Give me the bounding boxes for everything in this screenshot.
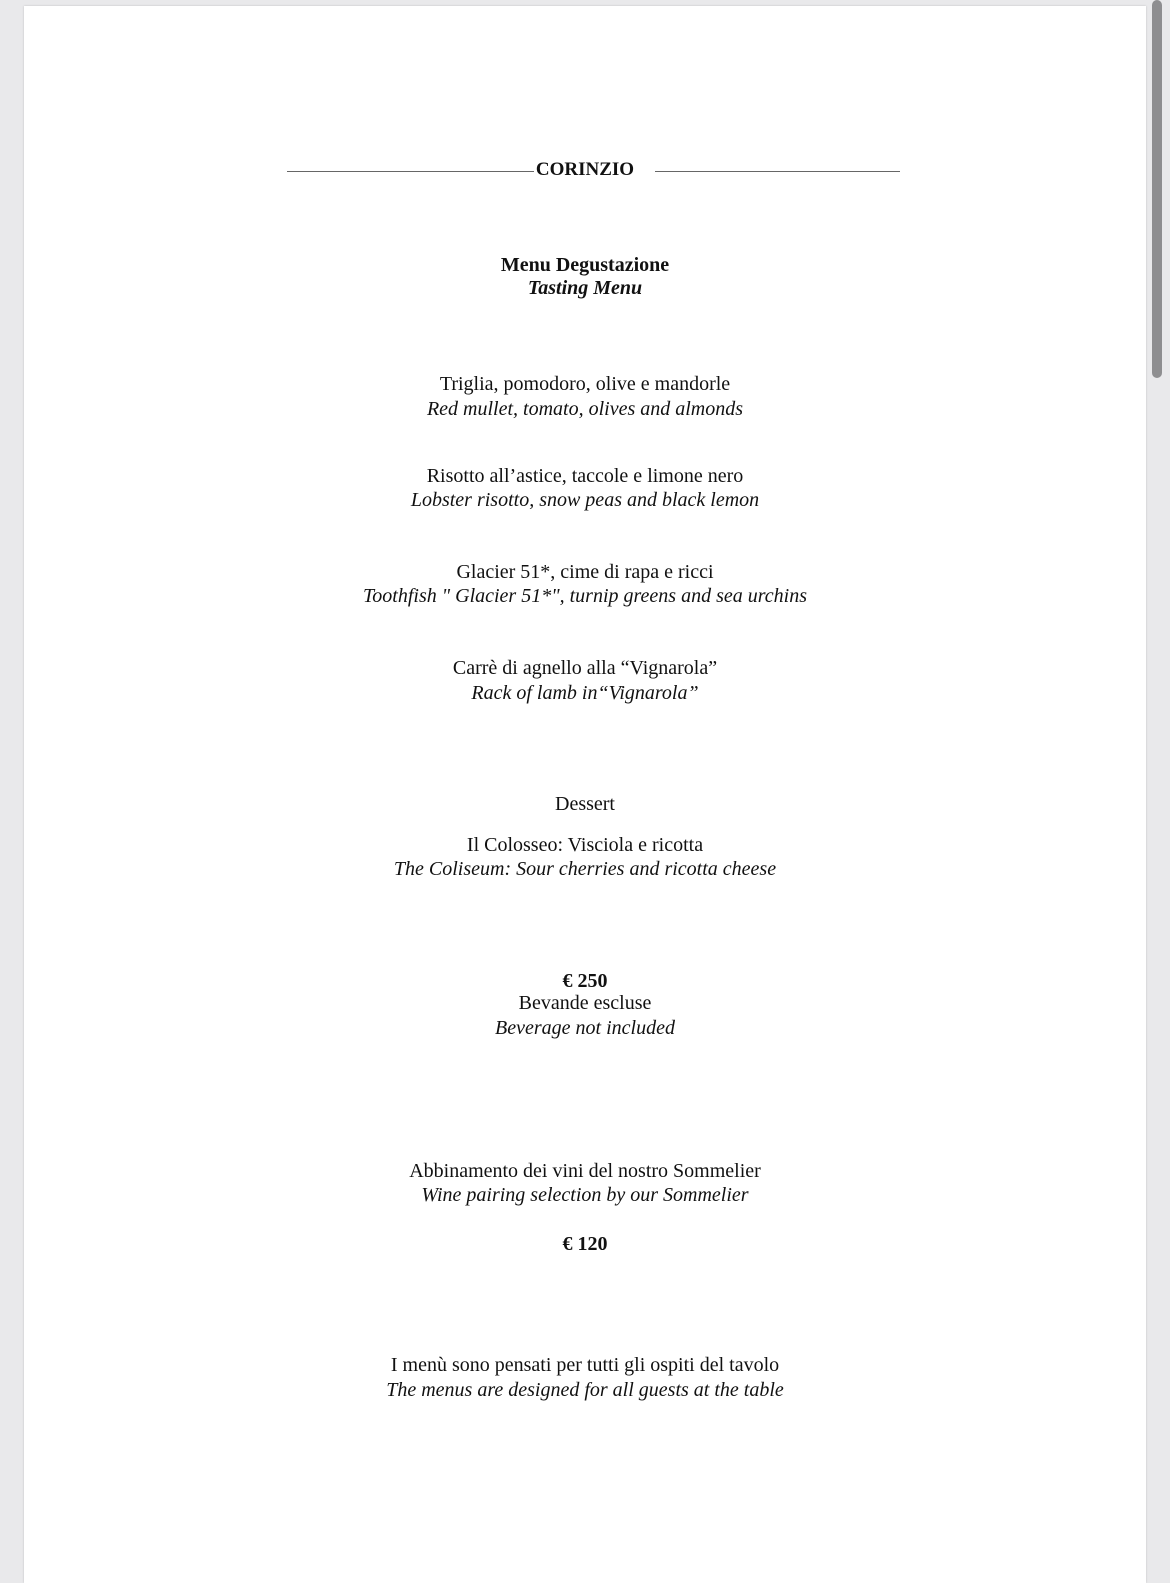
footer-note-en: The menus are designed for all guests at the table <box>386 1379 784 1401</box>
course-1-it: Triglia, pomodoro, olive e mandorle <box>439 373 731 395</box>
menu-title-it: Menu Degustazione <box>500 254 670 276</box>
restaurant-name: CORINZIO <box>535 159 635 180</box>
course-3-it: Glacier 51*, cime di rapa e ricci <box>456 561 714 583</box>
vertical-scrollbar[interactable] <box>1152 0 1162 378</box>
dessert-it: Il Colosseo: Visciola e ricotta <box>466 834 704 856</box>
menu-page <box>24 6 1146 1583</box>
course-3-en: Toothfish " Glacier 51*", turnip greens and sea urchins <box>362 585 808 607</box>
course-2-it: Risotto all’astice, taccole e limone nero <box>426 465 744 487</box>
wine-pairing-it: Abbinamento dei vini del nostro Sommelier <box>409 1160 761 1182</box>
dessert-heading: Dessert <box>555 793 615 815</box>
wine-pairing-en: Wine pairing selection by our Sommelier <box>421 1184 749 1206</box>
course-2-en: Lobster risotto, snow peas and black lemon <box>410 489 760 511</box>
price-note-it: Bevande escluse <box>518 992 652 1014</box>
header-rule-right <box>655 171 900 172</box>
footer-note-it: I menù sono pensati per tutti gli ospiti del tavolo <box>390 1354 780 1376</box>
wine-pairing-price: € 120 <box>562 1233 608 1255</box>
menu-title-en: Tasting Menu <box>527 277 643 299</box>
course-4-en: Rack of lamb in“Vignarola” <box>471 682 699 704</box>
course-4-it: Carrè di agnello alla “Vignarola” <box>452 657 718 679</box>
price-note-en: Beverage not included <box>495 1017 675 1039</box>
menu-price: € 250 <box>562 970 608 992</box>
course-1-en: Red mullet, tomato, olives and almonds <box>426 398 744 420</box>
dessert-en: The Coliseum: Sour cherries and ricotta cheese <box>393 858 777 880</box>
